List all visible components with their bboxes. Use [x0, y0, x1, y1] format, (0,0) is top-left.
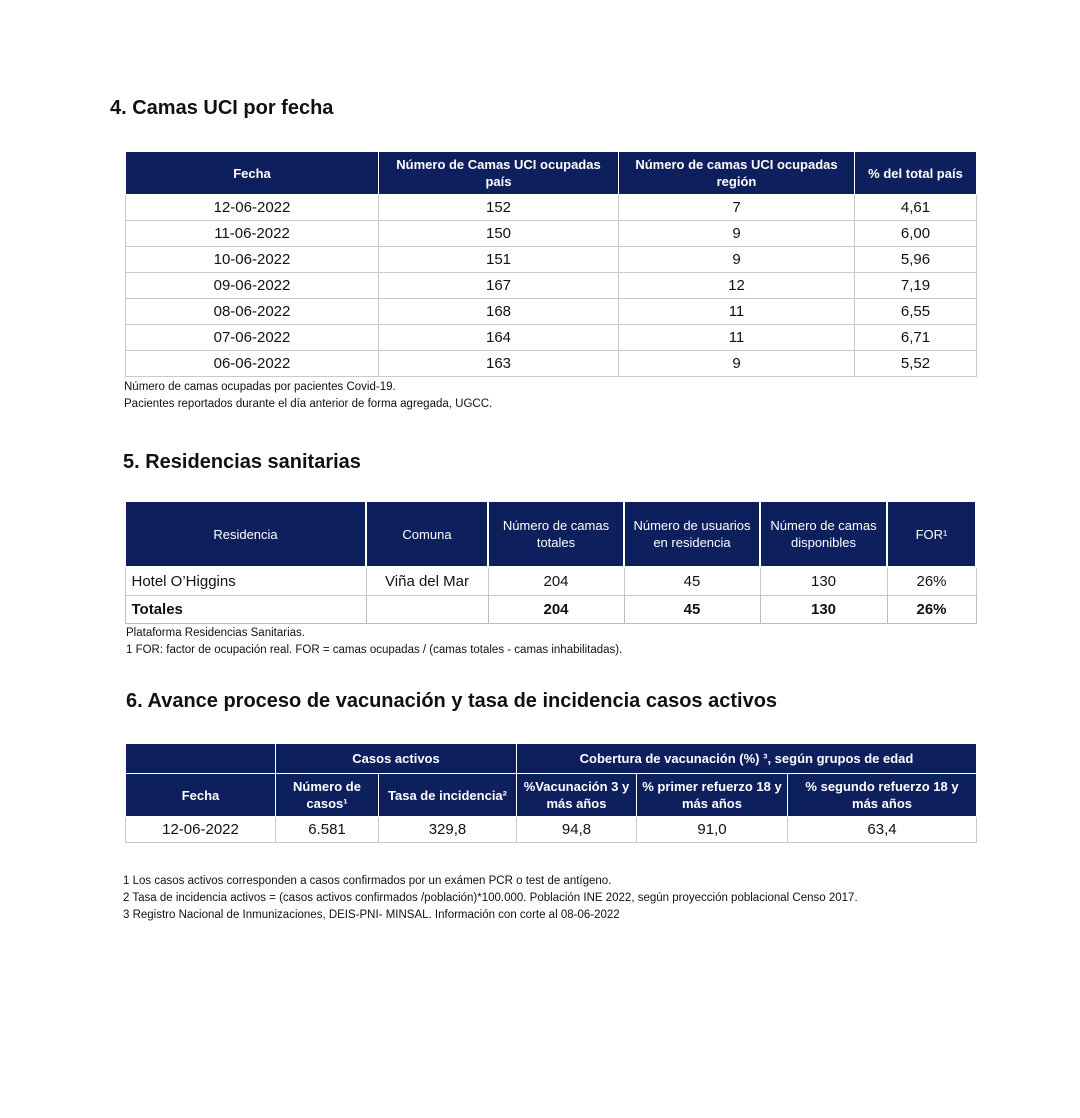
cell-usuarios: 45	[624, 567, 760, 595]
cell-camas-pais: 151	[379, 247, 619, 273]
note-text: Plataforma Residencias Sanitarias.	[126, 627, 305, 639]
header-numero-casos: Número de casos¹	[276, 774, 379, 817]
note-text: 1 FOR: factor de ocupación real. FOR = camas ocupadas / (camas totales - camas inhabilitadas).	[126, 644, 623, 656]
note-text: 3 Registro Nacional de Inmunizaciones, DEIS-PNI- MINSAL. Información con corte al 08-06-2022	[123, 909, 620, 921]
group-header-empty	[126, 744, 276, 774]
cell-fecha: 12-06-2022	[126, 817, 276, 843]
cell-totales-comuna	[366, 595, 488, 623]
cell-camas-pais: 152	[379, 195, 619, 221]
header-tasa-incidencia: Tasa de incidencia²	[379, 774, 517, 817]
group-header-cobertura: Cobertura de vacunación (%) ³, según grupos de edad	[517, 744, 977, 774]
cell-fecha: 06-06-2022	[126, 351, 379, 377]
table-row	[126, 247, 977, 273]
note-text: 2 Tasa de incidencia activos = (casos activos confirmados /población)*100.000. Población INE 2022, según proyección poblacional Censo 2017.	[123, 892, 858, 904]
header-fecha: Fecha	[126, 774, 276, 817]
header-camas-disponibles: Número de camas disponibles	[760, 501, 887, 567]
cell-fecha: 12-06-2022	[126, 195, 379, 221]
cell-camas-region: 9	[619, 221, 855, 247]
header-fecha: Fecha	[126, 152, 379, 195]
cell-totales-usuarios: 45	[624, 595, 760, 623]
cell-camas-region: 11	[619, 325, 855, 351]
cell-camas-pais: 150	[379, 221, 619, 247]
note-text: Pacientes reportados durante el día anterior de forma agregada, UGCC.	[124, 398, 493, 410]
note-text: Número de camas ocupadas por pacientes Covid-19.	[124, 381, 396, 393]
section-5-notes	[126, 625, 622, 659]
table-row	[126, 325, 977, 351]
header-primer-refuerzo: % primer refuerzo 18 y más años	[637, 774, 788, 817]
table-row	[125, 567, 976, 595]
cell-camas-pais: 168	[379, 299, 619, 325]
note-text: 1 Los casos activos corresponden a casos confirmados por un exámen PCR o test de antígeno.	[123, 875, 612, 887]
cell-porcentaje: 7,19	[855, 273, 977, 299]
vacunacion-table	[125, 743, 977, 843]
cell-camas-region: 9	[619, 351, 855, 377]
cell-totales-label: Totales	[125, 595, 366, 623]
cell-primer-refuerzo: 91,0	[637, 817, 788, 843]
cell-residencia: Hotel O’Higgins	[125, 567, 366, 595]
header-usuarios: Número de usuarios en residencia	[624, 501, 760, 567]
cell-porcentaje: 4,61	[855, 195, 977, 221]
uci-beds-table	[125, 151, 977, 377]
cell-porcentaje: 5,52	[855, 351, 977, 377]
cell-fecha: 07-06-2022	[126, 325, 379, 351]
cell-tasa-incidencia: 329,8	[379, 817, 517, 843]
cell-comuna: Viña del Mar	[366, 567, 488, 595]
header-for: FOR¹	[887, 501, 976, 567]
cell-camas-disponibles: 130	[760, 567, 887, 595]
cell-totales-for: 26%	[887, 595, 976, 623]
cell-porcentaje: 5,96	[855, 247, 977, 273]
header-segundo-refuerzo: % segundo refuerzo 18 y más años	[788, 774, 977, 817]
table-row	[126, 817, 977, 843]
header-vacunacion: %Vacunación 3 y más años	[517, 774, 637, 817]
cell-porcentaje: 6,55	[855, 299, 977, 325]
section-5-title: 5. Residencias sanitarias	[123, 451, 361, 473]
header-comuna: Comuna	[366, 501, 488, 567]
header-camas-totales: Número de camas totales	[488, 501, 624, 567]
section-6-notes	[123, 873, 858, 924]
table-row	[126, 351, 977, 377]
header-camas-uci-region: Número de camas UCI ocupadas región	[619, 152, 855, 195]
table-row	[126, 221, 977, 247]
cell-camas-region: 9	[619, 247, 855, 273]
cell-for: 26%	[887, 567, 976, 595]
cell-camas-pais: 167	[379, 273, 619, 299]
totals-row	[125, 595, 976, 623]
table-row	[126, 299, 977, 325]
cell-camas-pais: 164	[379, 325, 619, 351]
group-header-casos-activos: Casos activos	[276, 744, 517, 774]
cell-camas-totales: 204	[488, 567, 624, 595]
header-camas-uci-pais: Número de Camas UCI ocupadas país	[379, 152, 619, 195]
section-4-title: 4. Camas UCI por fecha	[110, 97, 334, 119]
cell-fecha: 11-06-2022	[126, 221, 379, 247]
cell-fecha: 10-06-2022	[126, 247, 379, 273]
cell-camas-region: 7	[619, 195, 855, 221]
cell-camas-region: 12	[619, 273, 855, 299]
cell-camas-region: 11	[619, 299, 855, 325]
header-residencia: Residencia	[125, 501, 366, 567]
cell-porcentaje: 6,71	[855, 325, 977, 351]
table-row	[126, 273, 977, 299]
residencias-table	[124, 500, 977, 624]
cell-numero-casos: 6.581	[276, 817, 379, 843]
section-6-title: 6. Avance proceso de vacunación y tasa de incidencia casos activos	[126, 690, 778, 712]
table-row	[126, 195, 977, 221]
cell-segundo-refuerzo: 63,4	[788, 817, 977, 843]
cell-totales-disponibles: 130	[760, 595, 887, 623]
cell-totales-camas: 204	[488, 595, 624, 623]
section-4-notes	[124, 379, 492, 413]
cell-camas-pais: 163	[379, 351, 619, 377]
cell-fecha: 09-06-2022	[126, 273, 379, 299]
cell-vacunacion: 94,8	[517, 817, 637, 843]
cell-porcentaje: 6,00	[855, 221, 977, 247]
header-porcentaje-pais: % del total país	[855, 152, 977, 195]
cell-fecha: 08-06-2022	[126, 299, 379, 325]
